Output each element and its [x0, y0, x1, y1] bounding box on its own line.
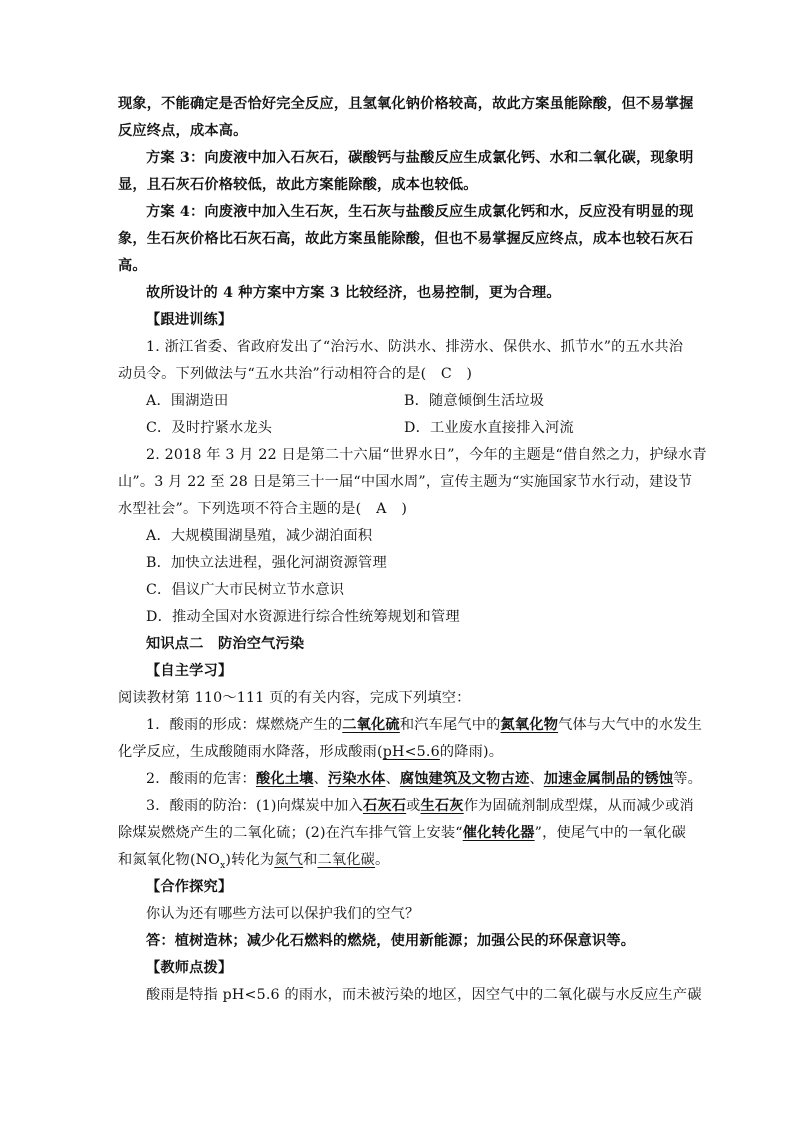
text-line: 象，生石灰价格比石灰石高，故此方案虽能除酸，但也不易掌握反应终点，成本也较石灰石: [118, 231, 694, 247]
coop-question: 你认为还有哪些方法可以保护我们的空气？: [146, 906, 420, 922]
question-1-stem: 动员令。下列做法与“五水共治”行动相符合的是( C ): [118, 366, 473, 382]
section-heading-self: 【自主学习】: [146, 663, 233, 679]
option-c: C．倡议广大市民树立节水意识: [146, 582, 345, 598]
text-line: 方案 4：向废液中加入生石灰，生石灰与盐酸反应生成氯化钙和水，反应没有明显的现: [146, 204, 694, 220]
text-line: 方案 3：向废液中加入石灰石，碳酸钙与盐酸反应生成氯化钙、水和二氧化碳，现象明: [146, 150, 694, 166]
option-c: C．及时拧紧水龙头: [146, 420, 273, 436]
section-heading-coop: 【合作探究】: [146, 879, 233, 895]
acid-rain-prevention-cont: 和氮氧化物$(NO_x)$转化为氮气和二氧化碳。: [118, 852, 390, 871]
section-heading-teacher: 【教师点拨】: [146, 960, 233, 976]
text-line: 反应终点，成本高。: [118, 123, 248, 139]
text-line: 阅读教材第 110～111 页的有关内容，完成下列填空：: [118, 690, 471, 706]
text-line: 现象，不能确定是否恰好完全反应，且氢氧化钠价格较高，故此方案虽能除酸，但不易掌握: [118, 96, 694, 112]
option-b: B．随意倾倒生活垃圾: [404, 393, 545, 409]
question-2-text: 山”。3 月 22 至 28 日是第三十一届“中国水周”，宣传主题为“实施国家节水行动，建设节: [118, 474, 693, 490]
text-line: 显，且石灰石价格较低，故此方案能除酸，成本也较低。: [118, 177, 478, 193]
option-b: B．加快立法进程，强化河湖资源管理: [146, 555, 387, 571]
acid-rain-prevention-cont: 除煤炭燃烧产生的二氧化硫；(2)在汽车排气管上安装“催化转化器”，使尾气中的一氧化碳: [118, 825, 686, 841]
knowledge-point-heading: 知识点二 防治空气污染: [146, 636, 305, 652]
question-2-stem: 水型社会”。下列选项不符合主题的是( A ): [118, 501, 408, 517]
answer-1: C: [440, 366, 452, 382]
question-1-options-ab: [146, 391, 716, 411]
acid-rain-formation-cont: 化学反应，生成酸随雨水降落，形成酸雨(pH<5.6的降雨)。: [118, 744, 504, 760]
coop-answer: 答：植树造林；减少化石燃料的燃烧，使用新能源；加强公民的环保意识等。: [146, 933, 636, 949]
option-d: D．推动全国对水资源进行综合性统筹规划和管理: [146, 609, 460, 625]
text-line: 高。: [118, 258, 147, 274]
acid-rain-harm: 2．酸雨的危害：酸化土壤、污染水体、腐蚀建筑及文物古迹、加速金属制品的锈蚀等。: [146, 771, 703, 787]
question-1-text: 1. 浙江省委、省政府发出了“治污水、防洪水、排涝水、保供水、抓节水”的五水共治: [146, 339, 684, 355]
teacher-text: 酸雨是特指 pH<5.6 的雨水，而未被污染的地区，因空气中的二氧化碳与水反应生产碳: [146, 987, 702, 1003]
option-d: D．工业废水直接排入河流: [404, 420, 574, 436]
answer-2: A: [376, 501, 387, 517]
section-heading-follow: 【跟进训练】: [146, 312, 233, 328]
question-2-text: 2. 2018 年 3 月 22 日是第二十六届“世界水日”，今年的主题是“借自然之力，护绿水青: [146, 447, 707, 463]
option-a: A．围湖造田: [146, 393, 229, 409]
option-a: A．大规模围湖垦殖，减少湖泊面积: [146, 528, 373, 544]
question-1-options-cd: [146, 418, 716, 438]
text-line: 故所设计的 4 种方案中方案 3 比较经济，也易控制，更为合理。: [146, 285, 561, 301]
acid-rain-formation: 1．酸雨的形成：煤燃烧产生的二氧化硫和汽车尾气中的氮氧化物气体与大气中的水发生: [146, 717, 702, 733]
acid-rain-prevention: 3．酸雨的防治：(1)向煤炭中加入石灰石或生石灰作为固硫剂制成型煤，从而减少或消: [146, 798, 694, 814]
